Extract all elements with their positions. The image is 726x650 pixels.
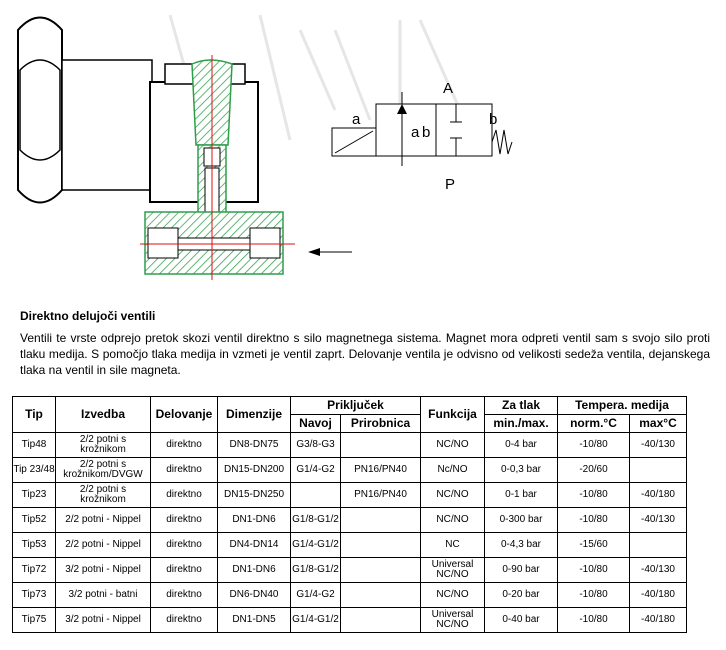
cell-max: -40/130 bbox=[630, 508, 687, 533]
cell-delovanje: direktno bbox=[151, 608, 218, 633]
cell-norm: -10/80 bbox=[558, 433, 630, 458]
cell-prirobnica bbox=[341, 583, 421, 608]
cell-izvedba: 2/2 potni s krožnikom/DVGW bbox=[56, 458, 151, 483]
flow-arrow-icon bbox=[308, 248, 352, 256]
cell-dimenzije: DN1-DN6 bbox=[218, 508, 291, 533]
cell-tlak: 0-300 bar bbox=[485, 508, 558, 533]
cell-tlak: 0-0,3 bar bbox=[485, 458, 558, 483]
header-delovanje: Delovanje bbox=[151, 397, 218, 433]
cell-funkcija: Nc/NO bbox=[421, 458, 485, 483]
cell-tip: Tip 23/48 bbox=[13, 458, 56, 483]
cell-navoj: G1/8-G1/2 bbox=[291, 558, 341, 583]
inner-a-label: a bbox=[411, 124, 420, 141]
cell-dimenzije: DN1-DN6 bbox=[218, 558, 291, 583]
valve-cross-section-drawing bbox=[0, 0, 726, 300]
table-row bbox=[13, 608, 687, 633]
cell-delovanje: direktno bbox=[151, 483, 218, 508]
cell-max bbox=[630, 533, 687, 558]
cell-dimenzije: DN8-DN75 bbox=[218, 433, 291, 458]
header-za-tlak: Za tlak bbox=[485, 397, 558, 415]
cell-max bbox=[630, 458, 687, 483]
position-b-label: b bbox=[489, 111, 498, 128]
cell-dimenzije: DN6-DN40 bbox=[218, 583, 291, 608]
header-prirobnica: Prirobnica bbox=[341, 415, 421, 433]
cell-norm: -15/60 bbox=[558, 533, 630, 558]
cell-funkcija: Universal NC/NO bbox=[421, 558, 485, 583]
header-izvedba: Izvedba bbox=[56, 397, 151, 433]
cell-izvedba: 2/2 potni - Nippel bbox=[56, 508, 151, 533]
cell-dimenzije: DN15-DN250 bbox=[218, 483, 291, 508]
cell-dimenzije: DN1-DN5 bbox=[218, 608, 291, 633]
cell-max: -40/180 bbox=[630, 608, 687, 633]
cell-prirobnica bbox=[341, 608, 421, 633]
table-row bbox=[13, 458, 687, 483]
cell-tlak: 0-90 bar bbox=[485, 558, 558, 583]
cell-izvedba: 2/2 potni s krožnikom bbox=[56, 483, 151, 508]
cell-prirobnica: PN16/PN40 bbox=[341, 458, 421, 483]
cell-norm: -10/80 bbox=[558, 558, 630, 583]
cell-prirobnica: PN16/PN40 bbox=[341, 483, 421, 508]
cell-prirobnica bbox=[341, 558, 421, 583]
cell-tip: Tip73 bbox=[13, 583, 56, 608]
cell-tlak: 0-4 bar bbox=[485, 433, 558, 458]
cell-funkcija: NC bbox=[421, 533, 485, 558]
cell-max: -40/180 bbox=[630, 583, 687, 608]
cell-norm: -10/80 bbox=[558, 508, 630, 533]
port-a-label: A bbox=[443, 80, 454, 97]
header-navoj: Navoj bbox=[291, 415, 341, 433]
cell-navoj: G1/4-G1/2 bbox=[291, 608, 341, 633]
cell-norm: -20/60 bbox=[558, 458, 630, 483]
cell-navoj: G1/4-G2 bbox=[291, 458, 341, 483]
inner-b-label: b bbox=[422, 124, 431, 141]
header-temperatura: Tempera. medija bbox=[558, 397, 687, 415]
cell-prirobnica bbox=[341, 433, 421, 458]
table-row bbox=[13, 433, 687, 458]
cell-funkcija: NC/NO bbox=[421, 433, 485, 458]
valve-body bbox=[145, 212, 283, 274]
header-dimenzije: Dimenzije bbox=[218, 397, 291, 433]
table-row bbox=[13, 508, 687, 533]
header-min-max: min./max. bbox=[485, 415, 558, 433]
cell-tlak: 0-40 bar bbox=[485, 608, 558, 633]
cell-funkcija: Universal NC/NO bbox=[421, 608, 485, 633]
valve-figure bbox=[0, 0, 726, 300]
cell-tip: Tip72 bbox=[13, 558, 56, 583]
header-funkcija: Funkcija bbox=[421, 397, 485, 433]
cell-funkcija: NC/NO bbox=[421, 483, 485, 508]
cell-prirobnica bbox=[341, 508, 421, 533]
cell-max: -40/130 bbox=[630, 558, 687, 583]
cell-max: -40/130 bbox=[630, 433, 687, 458]
cell-izvedba: 2/2 potni s krožnikom bbox=[56, 433, 151, 458]
cell-dimenzije: DN4-DN14 bbox=[218, 533, 291, 558]
position-a-label: a bbox=[352, 111, 361, 128]
table-row bbox=[13, 533, 687, 558]
cell-tlak: 0-4,3 bar bbox=[485, 533, 558, 558]
cell-delovanje: direktno bbox=[151, 508, 218, 533]
header-tip: Tip bbox=[13, 397, 56, 433]
cell-prirobnica bbox=[341, 533, 421, 558]
header-norm: norm.°C bbox=[558, 415, 630, 433]
cell-izvedba: 3/2 potni - Nippel bbox=[56, 608, 151, 633]
cell-navoj bbox=[291, 483, 341, 508]
port-p-label: P bbox=[445, 176, 456, 193]
header-max: max°C bbox=[630, 415, 687, 433]
cell-delovanje: direktno bbox=[151, 533, 218, 558]
cell-tip: Tip75 bbox=[13, 608, 56, 633]
cell-izvedba: 3/2 potni - batni bbox=[56, 583, 151, 608]
header-prikljucek: Priključek bbox=[291, 397, 421, 415]
cell-delovanje: direktno bbox=[151, 583, 218, 608]
cell-norm: -10/80 bbox=[558, 583, 630, 608]
cell-delovanje: direktno bbox=[151, 558, 218, 583]
section-title: Direktno delujoči ventili bbox=[20, 309, 156, 323]
cell-tip: Tip52 bbox=[13, 508, 56, 533]
cell-funkcija: NC/NO bbox=[421, 508, 485, 533]
cell-tlak: 0-1 bar bbox=[485, 483, 558, 508]
table-row bbox=[13, 483, 687, 508]
cell-izvedba: 3/2 potni - Nippel bbox=[56, 558, 151, 583]
cell-delovanje: direktno bbox=[151, 458, 218, 483]
cell-tlak: 0-20 bar bbox=[485, 583, 558, 608]
cell-izvedba: 2/2 potni - Nippel bbox=[56, 533, 151, 558]
table-row bbox=[13, 583, 687, 608]
cell-delovanje: direktno bbox=[151, 433, 218, 458]
cell-max: -40/180 bbox=[630, 483, 687, 508]
cell-norm: -10/80 bbox=[558, 608, 630, 633]
valve-spec-table bbox=[12, 396, 687, 633]
cell-tip: Tip53 bbox=[13, 533, 56, 558]
cell-tip: Tip23 bbox=[13, 483, 56, 508]
table-row bbox=[13, 558, 687, 583]
cell-funkcija: NC/NO bbox=[421, 583, 485, 608]
cell-navoj: G1/8-G1/2 bbox=[291, 508, 341, 533]
cell-dimenzije: DN15-DN200 bbox=[218, 458, 291, 483]
cell-norm: -10/80 bbox=[558, 483, 630, 508]
section-paragraph: Ventili te vrste odprejo pretok skozi ventil direktno s silo magnetnega sistema. Magnet mora odpreti ventil sam s svojo silo proti tlaku medija. S pomočjo tlaka medija in vzmeti je ventil zaprt. Delovanje ventila je odvisno od velikosti sedeža ventila, dejanskega tlaka na ventil in sile magneta. bbox=[20, 331, 710, 377]
cell-navoj: G3/8-G3 bbox=[291, 433, 341, 458]
cell-navoj: G1/4-G2 bbox=[291, 583, 341, 608]
cell-navoj: G1/4-G1/2 bbox=[291, 533, 341, 558]
cell-tip: Tip48 bbox=[13, 433, 56, 458]
